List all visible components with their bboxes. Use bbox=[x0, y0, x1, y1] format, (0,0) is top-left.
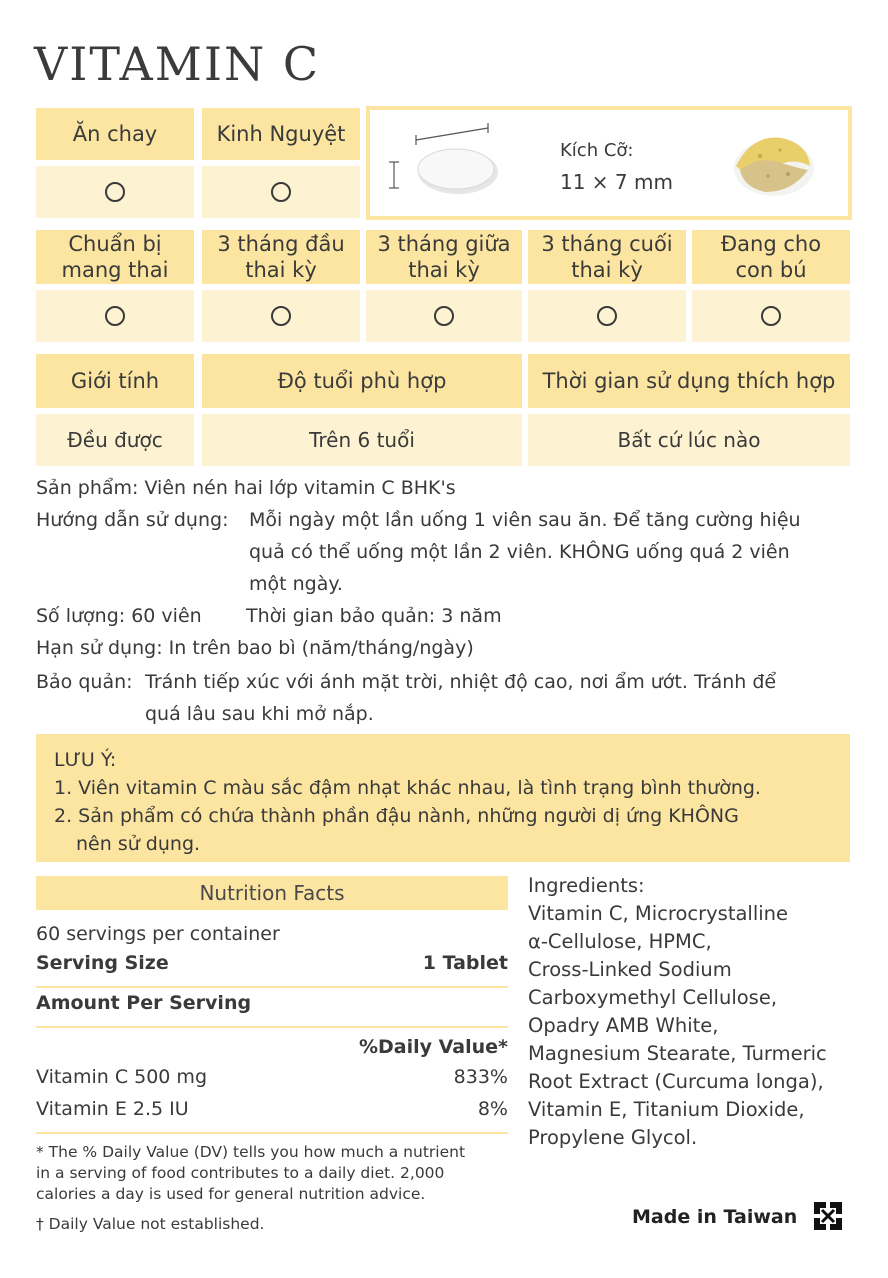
header-pre-pregnancy: Chuẩn bị mang thai bbox=[36, 230, 194, 284]
dv-header-row bbox=[36, 1036, 508, 1058]
ingredient-line: Carboxymethyl Cellulose, bbox=[528, 986, 778, 1009]
usage-line-2: quả có thể uống một lần 2 viên. KHÔNG uống quá 2 viên bbox=[249, 541, 790, 563]
ingredient-line: Vitamin E, Titanium Dioxide, bbox=[528, 1098, 805, 1121]
tablet-icon bbox=[380, 118, 500, 208]
storage-line-2: quá lâu sau khi mở nắp. bbox=[145, 703, 374, 725]
page-title: VITAMIN C bbox=[34, 37, 321, 91]
check-circle-icon bbox=[271, 306, 291, 326]
product-line: Sản phẩm: Viên nén hai lớp vitamin C BHK's bbox=[36, 477, 456, 499]
usage-label: Hướng dẫn sử dụng: bbox=[36, 509, 229, 531]
serving-size-row bbox=[36, 952, 508, 974]
header-breastfeeding: Đang cho con bú bbox=[692, 230, 850, 284]
header-time: Thời gian sử dụng thích hợp bbox=[528, 354, 850, 408]
header-third-trimester: 3 tháng cuối thai kỳ bbox=[528, 230, 686, 284]
check-circle-icon bbox=[761, 306, 781, 326]
recycle-icon bbox=[808, 1196, 848, 1236]
header-vegetarian: Ăn chay bbox=[36, 108, 194, 160]
usage-line-1: Mỗi ngày một lần uống 1 viên sau ăn. Để tăng cường hiệu bbox=[249, 509, 801, 531]
usage-line-3: một ngày. bbox=[249, 573, 343, 595]
servings-per-container: 60 servings per container bbox=[36, 923, 280, 945]
check-circle-icon bbox=[105, 182, 125, 202]
footnote-line: calories a day is used for general nutrition advice. bbox=[36, 1185, 426, 1203]
divider bbox=[36, 986, 508, 988]
third-trimester-mark bbox=[528, 290, 686, 342]
ingredient-line: Magnesium Stearate, Turmeric bbox=[528, 1042, 827, 1065]
size-label: Kích Cỡ: bbox=[560, 140, 634, 161]
ingredient-line: Cross-Linked Sodium bbox=[528, 958, 732, 981]
nutrition-title: Nutrition Facts bbox=[36, 876, 508, 910]
ingredient-line: α-Cellulose, HPMC, bbox=[528, 930, 712, 953]
pre-pregnancy-mark bbox=[36, 290, 194, 342]
notice-item-1: 1. Viên vitamin C màu sắc đậm nhạt khác nhau, là tình trạng bình thường. bbox=[54, 777, 761, 799]
header-gender: Giới tính bbox=[36, 354, 194, 408]
age-value: Trên 6 tuổi bbox=[202, 414, 522, 466]
notice-item-2-cont: nên sử dụng. bbox=[76, 833, 201, 855]
ingredient-line: Vitamin C, Microcrystalline bbox=[528, 902, 789, 925]
nutrient-row bbox=[36, 1066, 508, 1088]
second-trimester-mark bbox=[366, 290, 522, 342]
vegetarian-mark bbox=[36, 166, 194, 218]
header-menstruation: Kinh Nguyệt bbox=[202, 108, 360, 160]
check-circle-icon bbox=[105, 306, 125, 326]
footnote-line: * The % Daily Value (DV) tells you how much a nutrient bbox=[36, 1143, 466, 1161]
quantity: Số lượng: 60 viên bbox=[36, 605, 202, 627]
breastfeeding-mark bbox=[692, 290, 850, 342]
header-second-trimester: 3 tháng giữa thai kỳ bbox=[366, 230, 522, 284]
storage-line-1: Tránh tiếp xúc với ánh mặt trời, nhiệt độ cao, nơi ẩm ướt. Tránh để bbox=[145, 671, 777, 693]
nutrient-row bbox=[36, 1098, 508, 1120]
ingredient-line: Opadry AMB White, bbox=[528, 1014, 719, 1037]
ingredients-label: Ingredients: bbox=[528, 874, 645, 897]
storage-label: Bảo quản: bbox=[36, 671, 133, 693]
check-circle-icon bbox=[434, 306, 454, 326]
size-value: 11 × 7 mm bbox=[560, 170, 673, 194]
ingredients bbox=[528, 872, 868, 1152]
footnote-line: in a serving of food contributes to a daily diet. 2,000 bbox=[36, 1164, 445, 1182]
first-trimester-mark bbox=[202, 290, 360, 342]
serving-size-label: Serving Size bbox=[36, 952, 169, 974]
dagger-note: † Daily Value not established. bbox=[36, 1215, 265, 1233]
header-age: Độ tuổi phù hợp bbox=[202, 354, 522, 408]
nutrient-name: Vitamin C 500 mg bbox=[36, 1066, 207, 1088]
dv-footnote bbox=[36, 1142, 516, 1205]
shelf-life: Thời gian bảo quản: 3 năm bbox=[246, 605, 502, 627]
notice-box bbox=[36, 734, 850, 862]
serving-size-value: 1 Tablet bbox=[422, 952, 508, 974]
nutrient-dv: 8% bbox=[477, 1098, 508, 1120]
origin-label: Made in Taiwan bbox=[632, 1206, 798, 1228]
divider bbox=[36, 1132, 508, 1134]
check-circle-icon bbox=[597, 306, 617, 326]
tablet-cross-section-icon bbox=[722, 126, 822, 206]
tablet-size-box bbox=[366, 106, 852, 220]
amount-row bbox=[36, 992, 508, 1014]
gender-value: Đều được bbox=[36, 414, 194, 466]
menstruation-mark bbox=[202, 166, 360, 218]
ingredient-line: Root Extract (Curcuma longa), bbox=[528, 1070, 824, 1093]
nutrient-dv: 833% bbox=[453, 1066, 508, 1088]
ingredient-line: Propylene Glycol. bbox=[528, 1126, 698, 1149]
divider bbox=[36, 1026, 508, 1028]
amount-per-serving-label: Amount Per Serving bbox=[36, 992, 252, 1014]
expiry: Hạn sử dụng: In trên bao bì (năm/tháng/ngày) bbox=[36, 637, 474, 659]
time-value: Bất cứ lúc nào bbox=[528, 414, 850, 466]
header-first-trimester: 3 tháng đầu thai kỳ bbox=[202, 230, 360, 284]
check-circle-icon bbox=[271, 182, 291, 202]
notice-title: LƯU Ý: bbox=[54, 749, 117, 771]
notice-item-2: 2. Sản phẩm có chứa thành phần đậu nành, những người dị ứng KHÔNG bbox=[54, 805, 739, 827]
nutrient-name: Vitamin E 2.5 IU bbox=[36, 1098, 189, 1120]
daily-value-label: %Daily Value* bbox=[358, 1036, 508, 1058]
